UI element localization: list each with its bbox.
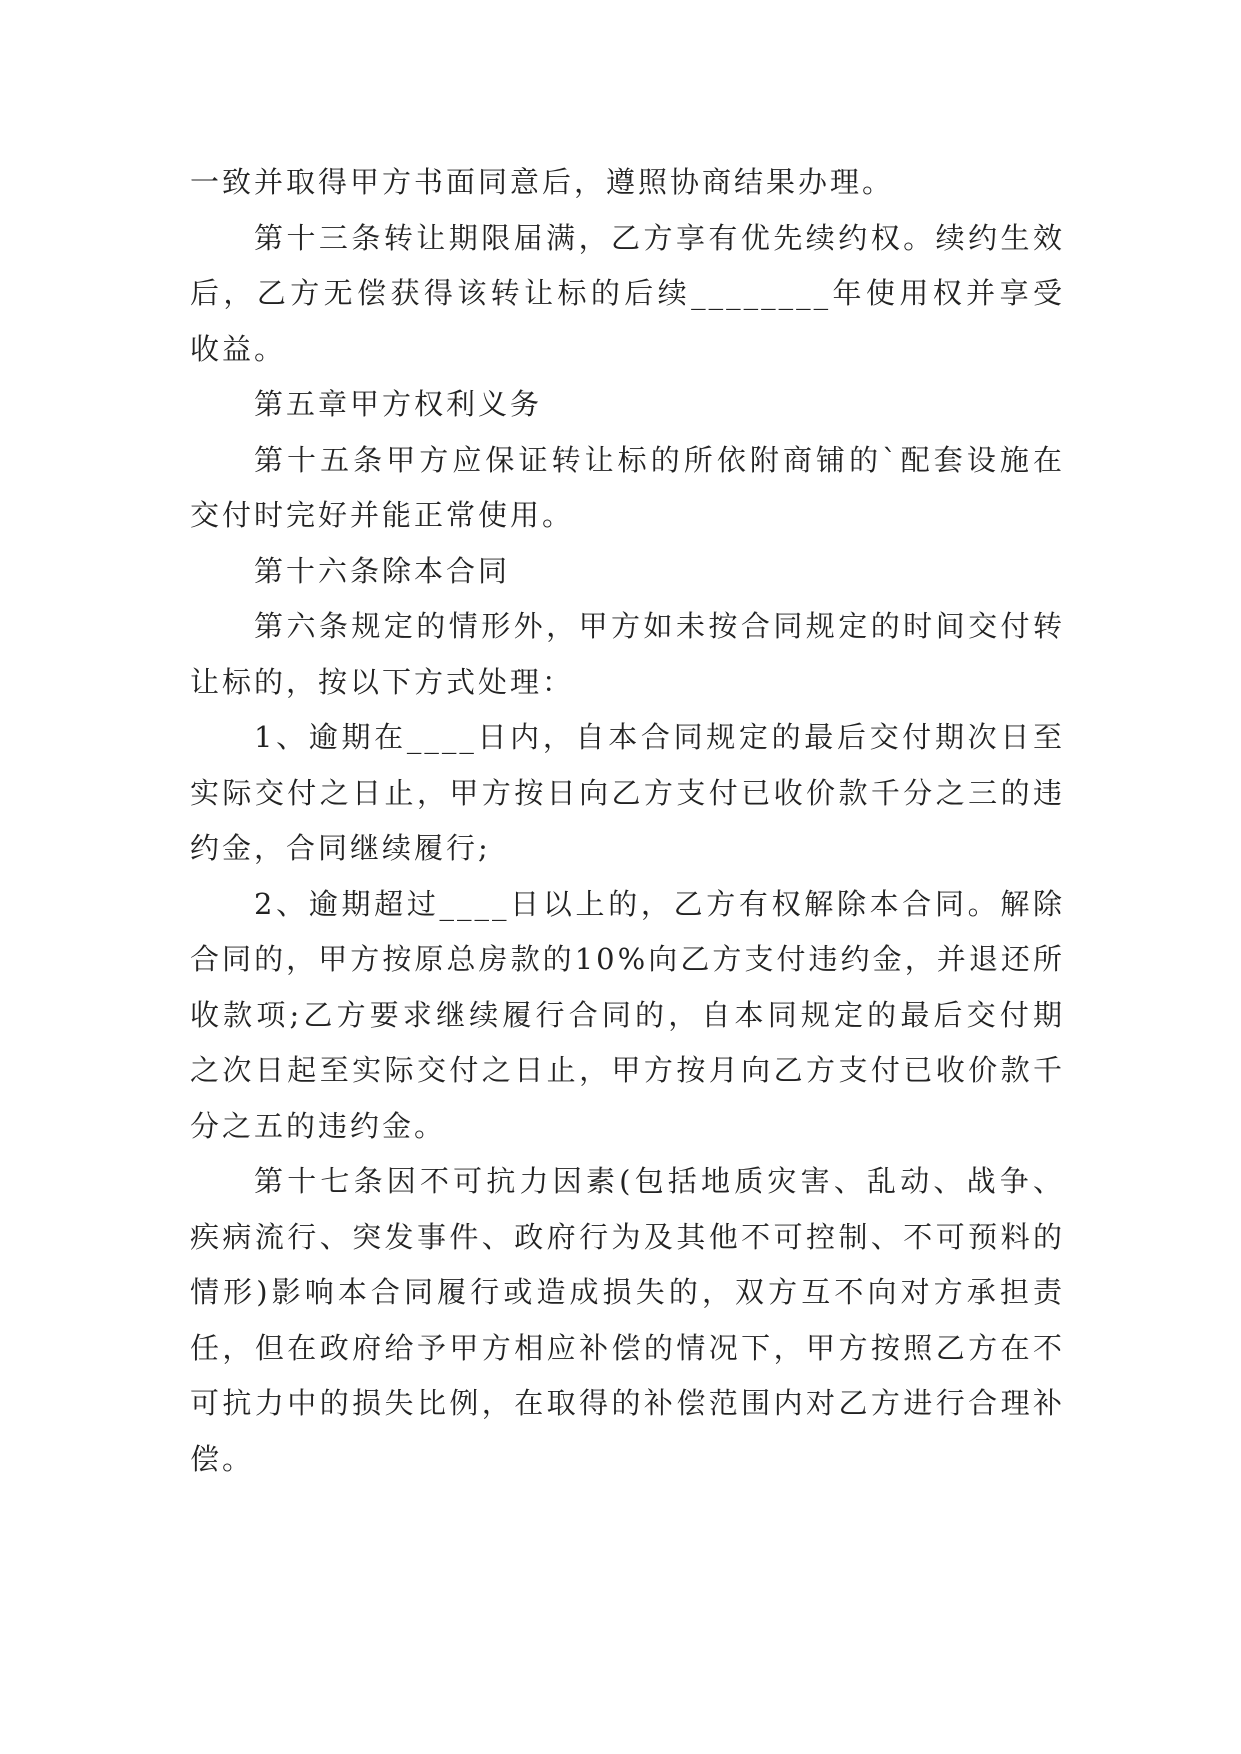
paragraph-article-6-conditions: 第六条规定的情形外，甲方如未按合同规定的时间交付转让标的，按以下方式处理： [190, 609, 1065, 699]
paragraph-article-15: 第十五条甲方应保证转让标的所依附商铺的`配套设施在交付时完好并能正常使用。 [190, 442, 1065, 532]
paragraph-item-1: 1、逾期在____日内，自本合同规定的最后交付期次日至实际交付之日止，甲方按日向乙方支付已收价款千分之三的违约金，合同继续履行; [190, 720, 1065, 865]
paragraph-item-2: 2、逾期超过____日以上的，乙方有权解除本合同。解除合同的，甲方按原总房款的10%向乙方支付违约金，并退还所收款项;乙方要求继续履行合同的，自本同规定的最后交付期之次日起至实际交付之日止，甲方按月向乙方支付已收价款千分之五的违约金。 [190, 886, 1065, 1143]
paragraph-article-17: 第十七条因不可抗力因素(包括地质灾害、乱动、战争、疾病流行、突发事件、政府行为及其他不可控制、不可预料的情形)影响本合同履行或造成损失的，双方互不向对方承担责任，但在政府给予甲方相应补偿的情况下，甲方按照乙方在不可抗力中的损失比例，在取得的补偿范围内对乙方进行合理补偿。 [190, 1164, 1065, 1476]
paragraph-article-13: 第十三条转让期限届满，乙方享有优先续约权。续约生效后，乙方无偿获得该转让标的后续________年使用权并享受收益。 [190, 220, 1065, 366]
paragraph-continuation: 一致并取得甲方书面同意后，遵照协商结果办理。 [190, 165, 895, 199]
paragraph-article-16: 第十六条除本合同 [254, 553, 511, 588]
document-body [190, 155, 1065, 1487]
chapter-heading-5: 第五章甲方权利义务 [254, 387, 543, 421]
